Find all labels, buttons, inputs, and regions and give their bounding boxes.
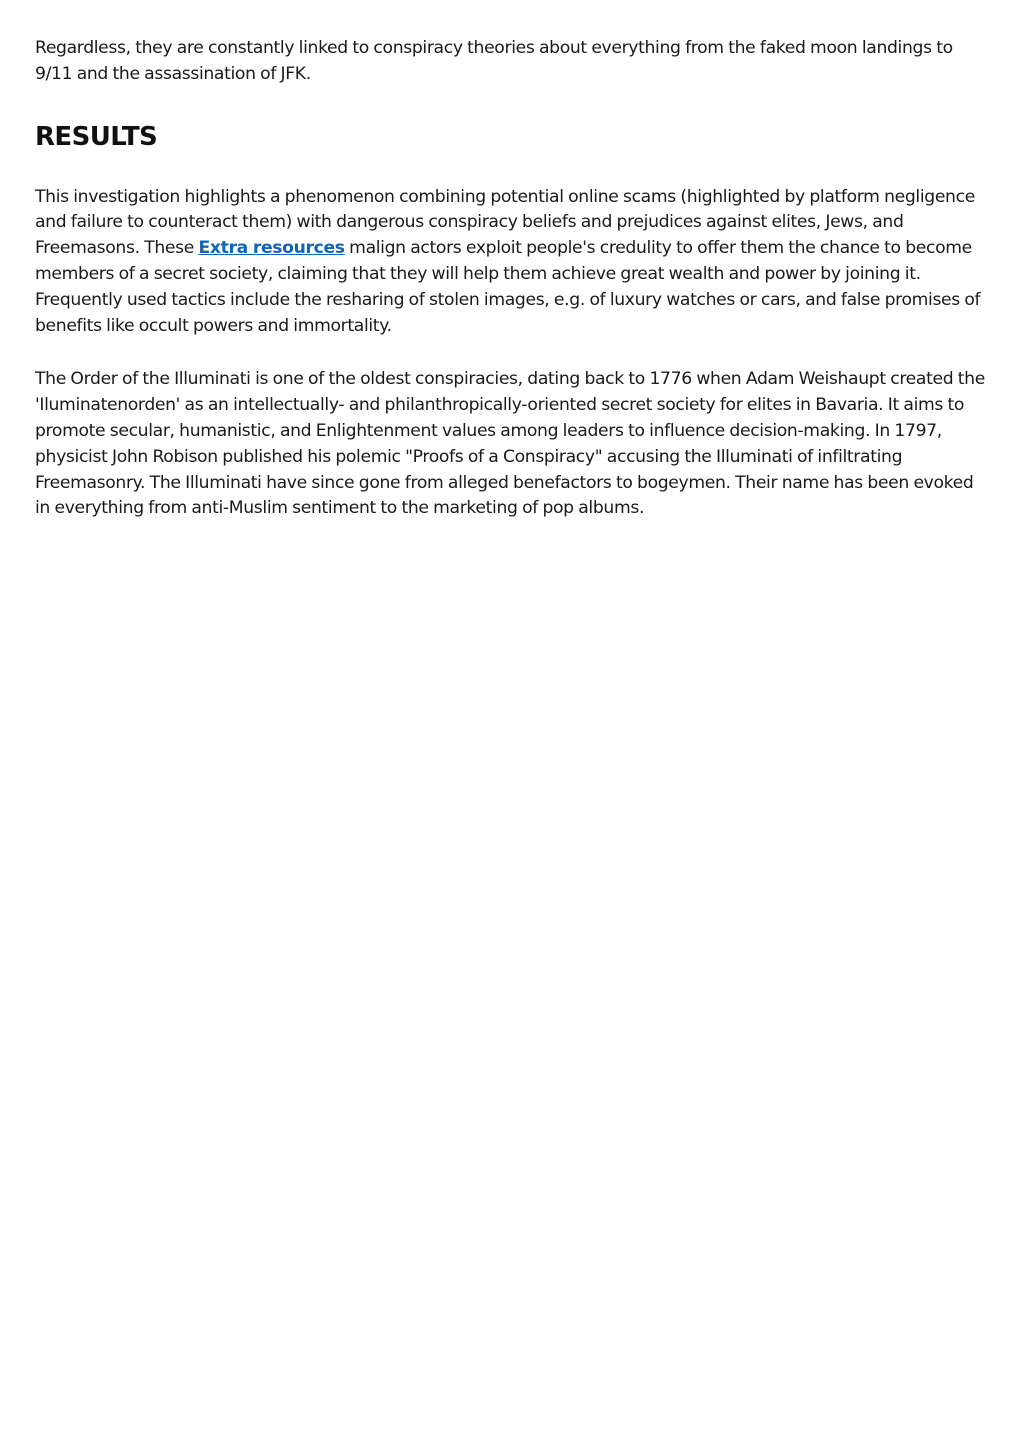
results-paragraph-1	[35, 185, 990, 340]
results-paragraph-1-end: malign actors exploit people's credulity to offer them the chance to become members of a secret society, claiming that they will help them achieve great wealth and power by joining it. Frequently used tactics include the resharing of stolen images, e.g. of luxury watches or cars, and false promises of benefits like occult powers and immortality.	[35, 238, 981, 336]
results-paragraph-2: The Order of the Illuminati is one of the oldest conspiracies, dating back to 1776 when Adam Weishaupt created the 'Iluminatenorden' as an intellectually- and philanthropically-oriented secret society for elites in Bavaria. It aims to promote secular, humanistic, and Enlightenment values among leaders to influence decision-making. In 1797, physicist John Robison published his polemic "Proofs of a Conspiracy" accusing the Illuminati of infiltrating Freemasonry. The Illuminati have since gone from alleged benefactors to bogeymen. Their name has been evoked in everything from anti-Muslim sentiment to the marketing of pop albums.	[35, 369, 985, 519]
document-page	[35, 36, 990, 522]
results-paragraph-1-start: This investigation highlights a phenomenon combining potential online scams (highlighted by platform negligence and failure to counteract them) with dangerous conspiracy beliefs and prejudices against elites, Jews, and Freemasons. These	[35, 186, 975, 259]
intro-paragraph: Regardless, they are constantly linked to conspiracy theories about everything from the faked moon landings to 9/11 and the assassination of JFK.	[35, 38, 953, 84]
extra-resources-link[interactable]: Extra resources	[198, 238, 345, 259]
results-heading: RESULTS	[35, 121, 158, 152]
